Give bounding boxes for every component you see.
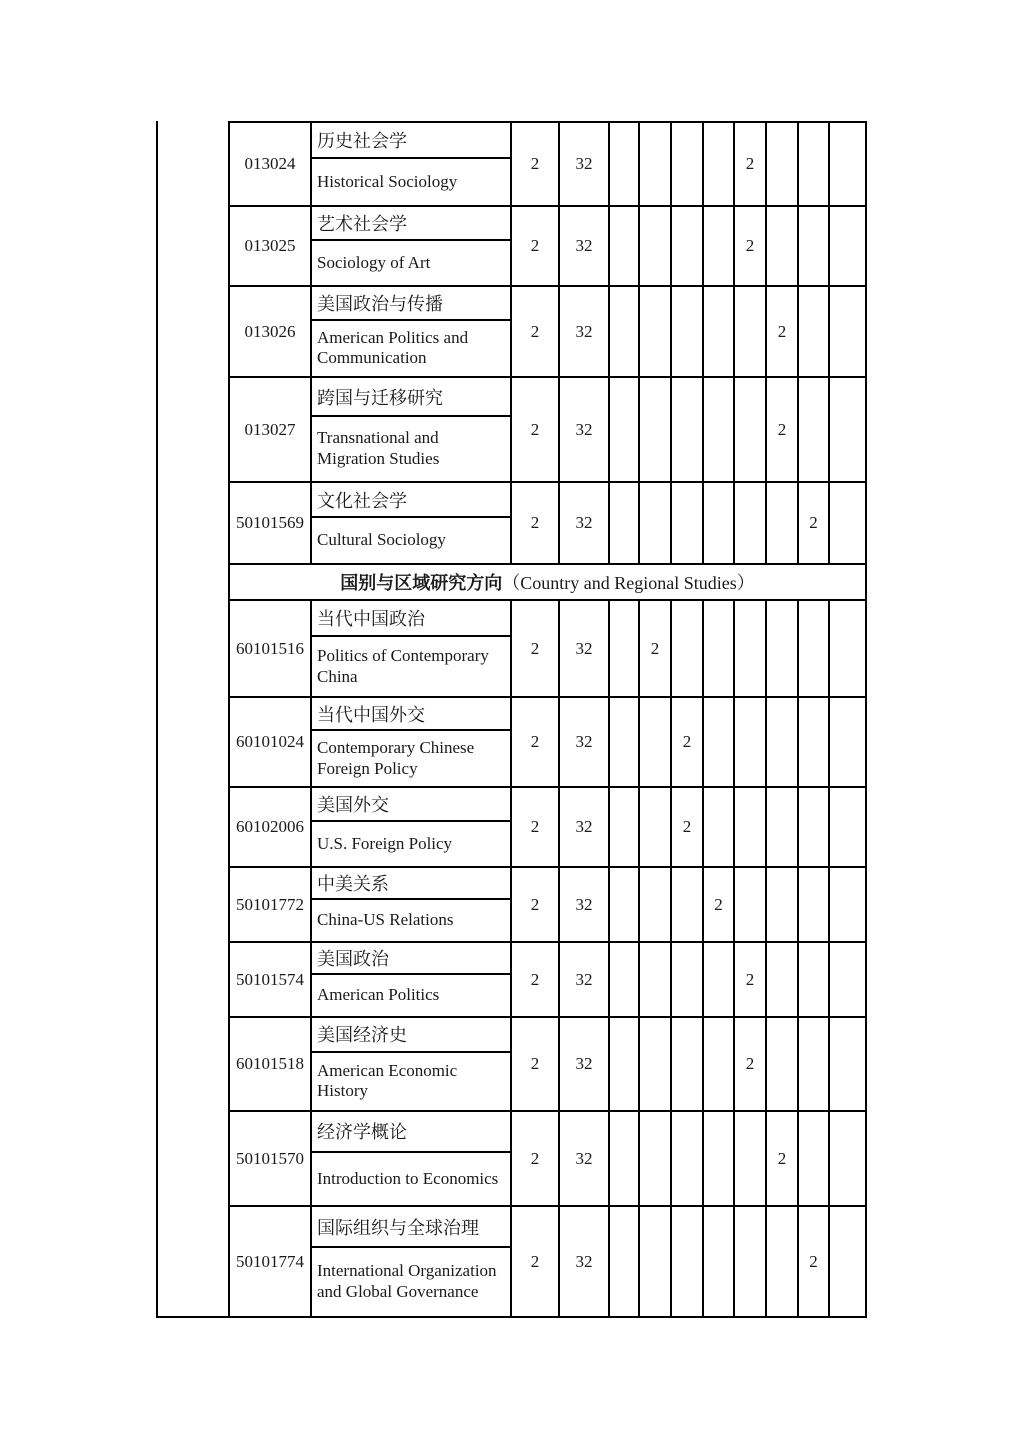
course-name-en: Politics of Contemporary China xyxy=(317,645,489,686)
course-name-en: International Organization and Global Governance xyxy=(317,1261,497,1302)
semester-cell xyxy=(609,286,639,377)
table-row xyxy=(229,377,866,482)
course-name-cell xyxy=(311,286,511,377)
semester-cell xyxy=(829,482,866,564)
semester-cell xyxy=(829,787,866,867)
curriculum-table xyxy=(228,121,867,1318)
semester-cell xyxy=(671,942,703,1017)
semester-cell xyxy=(829,377,866,482)
table-row xyxy=(229,787,866,867)
semester-cell xyxy=(609,122,639,206)
semester-cell xyxy=(703,1111,734,1206)
semester-cell xyxy=(671,600,703,697)
semester-cell xyxy=(671,286,703,377)
table-row xyxy=(229,697,866,787)
semester-cell xyxy=(798,122,829,206)
semester-cell xyxy=(766,206,798,286)
semester-cell xyxy=(798,942,829,1017)
semester-cell xyxy=(609,1206,639,1317)
semester-cell xyxy=(703,942,734,1017)
course-name-zh: 当代中国政治 xyxy=(312,601,510,637)
semester-cell xyxy=(766,482,798,564)
semester-cell xyxy=(703,1206,734,1317)
course-name-cell xyxy=(311,377,511,482)
credits-cell: 2 xyxy=(511,787,559,867)
semester-cell xyxy=(703,482,734,564)
credits-cell: 2 xyxy=(511,600,559,697)
semester-cell xyxy=(829,1111,866,1206)
semester-cell xyxy=(798,600,829,697)
semester-cell xyxy=(734,600,766,697)
credits-cell: 2 xyxy=(511,942,559,1017)
semester-cell xyxy=(829,206,866,286)
semester-cell xyxy=(829,600,866,697)
semester-cell xyxy=(639,482,671,564)
semester-cell: 2 xyxy=(734,942,766,1017)
course-name-zh: 经济学概论 xyxy=(312,1112,510,1153)
course-name-zh: 跨国与迁移研究 xyxy=(312,378,510,417)
course-name-zh: 美国政治 xyxy=(312,943,510,975)
hours-cell: 32 xyxy=(559,1017,609,1111)
semester-cell xyxy=(671,377,703,482)
table-row xyxy=(229,206,866,286)
semester-cell xyxy=(639,1017,671,1111)
course-name-zh: 美国经济史 xyxy=(312,1018,510,1053)
semester-cell xyxy=(829,286,866,377)
course-name-zh: 美国外交 xyxy=(312,788,510,822)
section-header-en: （Country and Regional Studies） xyxy=(502,573,755,593)
course-code: 50101772 xyxy=(229,867,311,942)
course-name-zh: 文化社会学 xyxy=(312,483,510,518)
course-name-zh: 当代中国外交 xyxy=(312,698,510,731)
semester-cell xyxy=(671,867,703,942)
course-name-cell xyxy=(311,787,511,867)
section-header-zh: 国别与区域研究方向 xyxy=(340,573,503,593)
credits-cell: 2 xyxy=(511,482,559,564)
semester-cell xyxy=(639,942,671,1017)
hours-cell: 32 xyxy=(559,206,609,286)
semester-cell: 2 xyxy=(734,206,766,286)
semester-cell xyxy=(829,122,866,206)
semester-cell xyxy=(609,1017,639,1111)
semester-cell xyxy=(798,377,829,482)
semester-cell xyxy=(609,482,639,564)
semester-cell: 2 xyxy=(798,482,829,564)
hours-cell: 32 xyxy=(559,942,609,1017)
course-code: 013025 xyxy=(229,206,311,286)
course-name-zh: 美国政治与传播 xyxy=(312,287,510,321)
semester-cell xyxy=(734,787,766,867)
semester-cell xyxy=(639,787,671,867)
semester-cell: 2 xyxy=(671,787,703,867)
semester-cell xyxy=(798,697,829,787)
semester-cell xyxy=(639,206,671,286)
semester-cell xyxy=(703,787,734,867)
course-name-en: Introduction to Economics xyxy=(317,1168,499,1188)
semester-cell xyxy=(703,1017,734,1111)
outer-cell-bottom-border xyxy=(156,1316,230,1318)
semester-cell xyxy=(639,377,671,482)
semester-cell xyxy=(639,286,671,377)
course-name-en: Transnational and Migration Studies xyxy=(317,428,440,469)
semester-cell xyxy=(609,787,639,867)
semester-cell xyxy=(734,867,766,942)
hours-cell: 32 xyxy=(559,1111,609,1206)
semester-cell xyxy=(766,942,798,1017)
table-row xyxy=(229,286,866,377)
semester-cell xyxy=(766,1017,798,1111)
course-code: 60101024 xyxy=(229,697,311,787)
table-row xyxy=(229,1111,866,1206)
hours-cell: 32 xyxy=(559,787,609,867)
credits-cell: 2 xyxy=(511,1206,559,1317)
semester-cell xyxy=(671,482,703,564)
course-name-cell xyxy=(311,206,511,286)
course-name-en: American Economic History xyxy=(317,1060,458,1101)
course-name-zh: 艺术社会学 xyxy=(312,207,510,241)
semester-cell: 2 xyxy=(766,377,798,482)
course-name-zh: 历史社会学 xyxy=(312,123,510,159)
outer-cell-left-border xyxy=(156,121,158,1318)
semester-cell xyxy=(798,286,829,377)
table-row xyxy=(229,482,866,564)
semester-cell xyxy=(609,942,639,1017)
semester-cell xyxy=(829,697,866,787)
table-row xyxy=(229,600,866,697)
course-name-en: Sociology of Art xyxy=(317,252,431,272)
semester-cell xyxy=(734,286,766,377)
semester-cell: 2 xyxy=(734,1017,766,1111)
course-name-en: Contemporary Chinese Foreign Policy xyxy=(317,737,475,778)
table-row xyxy=(229,122,866,206)
course-name-cell xyxy=(311,600,511,697)
hours-cell: 32 xyxy=(559,600,609,697)
semester-cell xyxy=(703,600,734,697)
credits-cell: 2 xyxy=(511,867,559,942)
course-name-en: Historical Sociology xyxy=(317,171,458,191)
semester-cell xyxy=(639,1111,671,1206)
semester-cell: 2 xyxy=(766,1111,798,1206)
hours-cell: 32 xyxy=(559,867,609,942)
hours-cell: 32 xyxy=(559,377,609,482)
semester-cell xyxy=(798,1111,829,1206)
semester-cell xyxy=(609,1111,639,1206)
semester-cell xyxy=(703,377,734,482)
semester-cell xyxy=(766,787,798,867)
semester-cell xyxy=(639,697,671,787)
course-code: 013027 xyxy=(229,377,311,482)
semester-cell: 2 xyxy=(766,286,798,377)
course-code: 013026 xyxy=(229,286,311,377)
semester-cell xyxy=(734,1206,766,1317)
semester-cell xyxy=(766,697,798,787)
semester-cell xyxy=(639,867,671,942)
semester-cell: 2 xyxy=(671,697,703,787)
semester-cell xyxy=(766,867,798,942)
course-code: 013024 xyxy=(229,122,311,206)
course-name-en: American Politics xyxy=(317,985,440,1005)
course-name-zh: 中美关系 xyxy=(312,868,510,900)
table-row xyxy=(229,942,866,1017)
course-name-cell xyxy=(311,1017,511,1111)
semester-cell xyxy=(609,867,639,942)
course-code: 60102006 xyxy=(229,787,311,867)
credits-cell: 2 xyxy=(511,1111,559,1206)
semester-cell xyxy=(734,482,766,564)
semester-cell xyxy=(703,122,734,206)
semester-cell xyxy=(766,1206,798,1317)
credits-cell: 2 xyxy=(511,697,559,787)
credits-cell: 2 xyxy=(511,1017,559,1111)
course-code: 50101774 xyxy=(229,1206,311,1317)
table-row xyxy=(229,867,866,942)
semester-cell: 2 xyxy=(639,600,671,697)
course-code: 50101570 xyxy=(229,1111,311,1206)
course-code: 60101518 xyxy=(229,1017,311,1111)
course-name-cell xyxy=(311,482,511,564)
semester-cell xyxy=(639,122,671,206)
hours-cell: 32 xyxy=(559,1206,609,1317)
course-name-en: American Politics and Communication xyxy=(317,327,469,368)
table-row xyxy=(229,1206,866,1317)
semester-cell xyxy=(671,1017,703,1111)
course-name-cell xyxy=(311,867,511,942)
semester-cell xyxy=(829,1206,866,1317)
semester-cell xyxy=(734,377,766,482)
semester-cell xyxy=(798,1017,829,1111)
table-row xyxy=(229,1017,866,1111)
credits-cell: 2 xyxy=(511,206,559,286)
semester-cell xyxy=(609,697,639,787)
hours-cell: 32 xyxy=(559,697,609,787)
semester-cell xyxy=(734,1111,766,1206)
section-header-row xyxy=(229,564,866,600)
semester-cell xyxy=(766,600,798,697)
credits-cell: 2 xyxy=(511,286,559,377)
semester-cell: 2 xyxy=(798,1206,829,1317)
hours-cell: 32 xyxy=(559,122,609,206)
course-code: 50101569 xyxy=(229,482,311,564)
semester-cell: 2 xyxy=(703,867,734,942)
semester-cell xyxy=(798,867,829,942)
semester-cell xyxy=(766,122,798,206)
hours-cell: 32 xyxy=(559,286,609,377)
course-name-en: China-US Relations xyxy=(317,910,454,930)
semester-cell xyxy=(609,377,639,482)
course-name-cell xyxy=(311,1111,511,1206)
semester-cell xyxy=(671,206,703,286)
section-header-cell xyxy=(229,564,866,600)
credits-cell: 2 xyxy=(511,377,559,482)
hours-cell: 32 xyxy=(559,482,609,564)
semester-cell xyxy=(703,286,734,377)
credits-cell: 2 xyxy=(511,122,559,206)
semester-cell xyxy=(671,1111,703,1206)
course-name-cell xyxy=(311,1206,511,1317)
course-name-en: U.S. Foreign Policy xyxy=(317,833,453,853)
semester-cell xyxy=(829,942,866,1017)
semester-cell xyxy=(734,697,766,787)
semester-cell xyxy=(798,787,829,867)
semester-cell xyxy=(798,206,829,286)
semester-cell xyxy=(609,206,639,286)
course-name-cell xyxy=(311,942,511,1017)
semester-cell xyxy=(829,867,866,942)
course-name-en: Cultural Sociology xyxy=(317,530,446,550)
course-name-cell xyxy=(311,122,511,206)
semester-cell xyxy=(703,206,734,286)
semester-cell: 2 xyxy=(734,122,766,206)
course-name-cell xyxy=(311,697,511,787)
semester-cell xyxy=(671,1206,703,1317)
course-code: 50101574 xyxy=(229,942,311,1017)
semester-cell xyxy=(671,122,703,206)
semester-cell xyxy=(639,1206,671,1317)
semester-cell xyxy=(609,600,639,697)
course-code: 60101516 xyxy=(229,600,311,697)
semester-cell xyxy=(703,697,734,787)
course-name-zh: 国际组织与全球治理 xyxy=(312,1207,510,1248)
semester-cell xyxy=(829,1017,866,1111)
